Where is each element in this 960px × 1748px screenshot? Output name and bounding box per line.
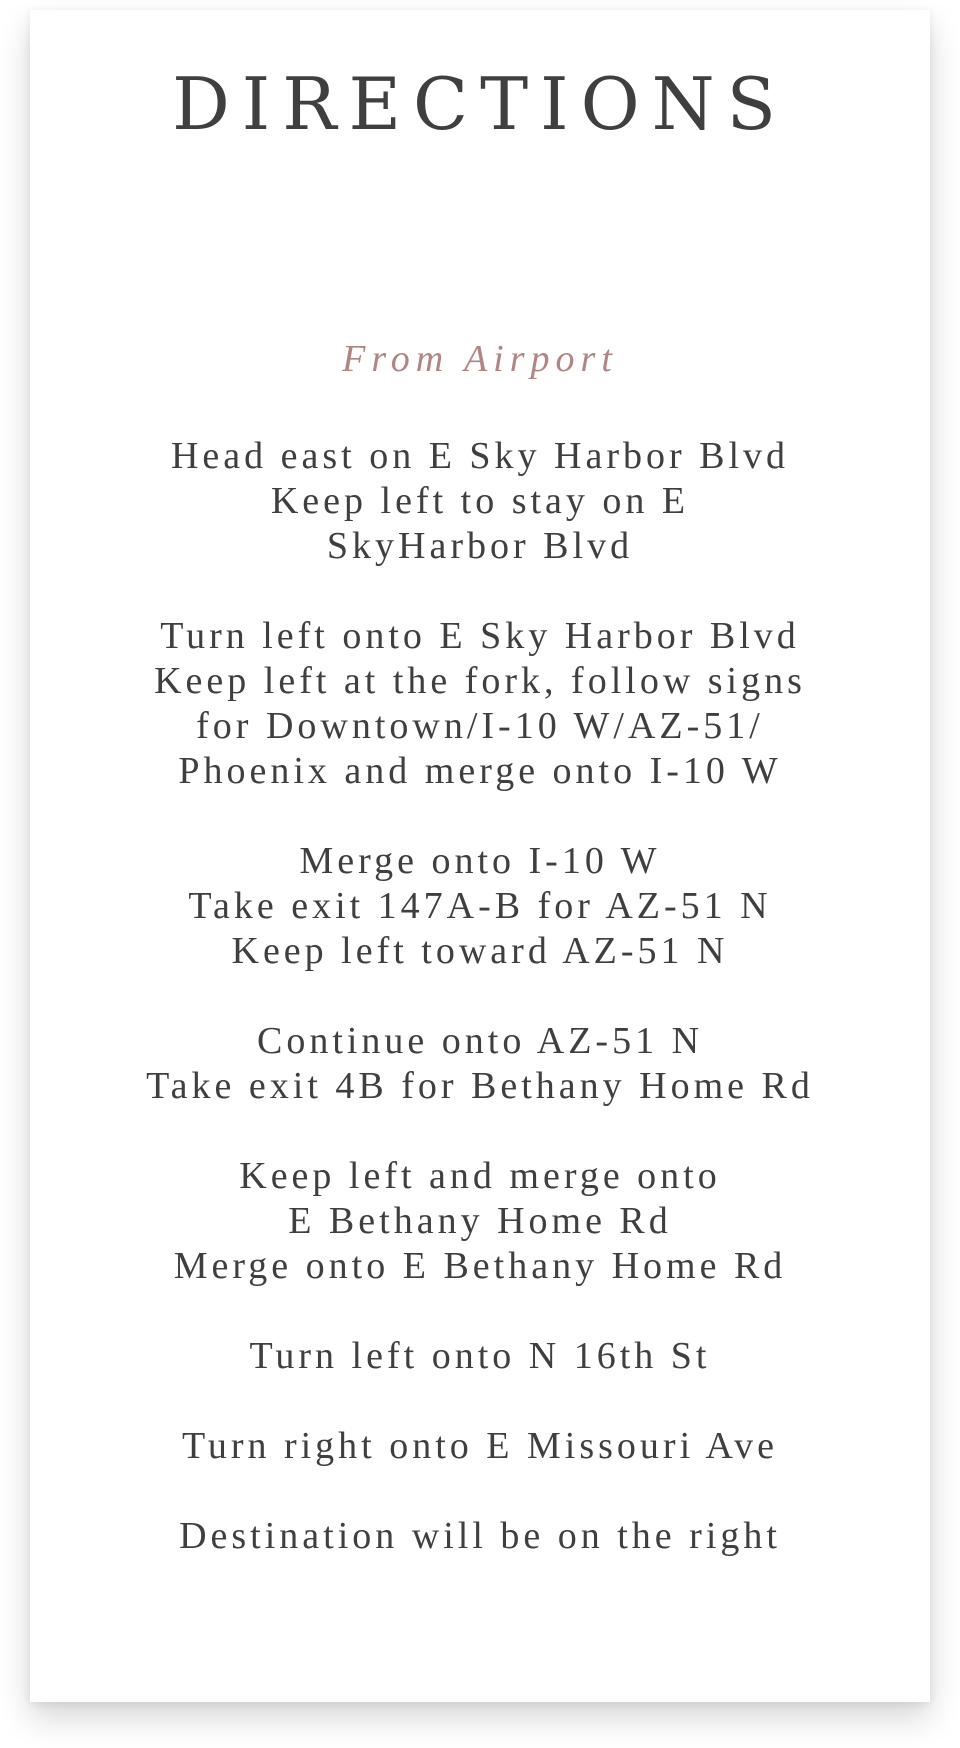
direction-line: Head east on E Sky Harbor Blvd [170,435,790,477]
directions-card [30,10,930,1702]
direction-group [30,614,930,794]
direction-line: Turn left onto N 16th St [249,1335,711,1377]
direction-line: Phoenix and merge onto I-10 W [178,750,782,792]
directions-list [30,434,930,1604]
direction-line: Keep left to stay on E [270,480,690,522]
section-subtitle: From Airport [342,338,618,380]
direction-line: Turn left onto E Sky Harbor Blvd [160,615,800,657]
direction-group [30,1334,930,1379]
direction-line: Keep left toward AZ-51 N [231,930,729,972]
direction-line: Merge onto E Bethany Home Rd [173,1245,787,1287]
direction-line: SkyHarbor Blvd [326,525,634,567]
direction-line: Destination will be on the right [179,1515,781,1557]
direction-line: Take exit 147A-B for AZ-51 N [188,885,772,927]
direction-line: Keep left and merge onto [239,1155,721,1197]
direction-group [30,1019,930,1109]
direction-group [30,1424,930,1469]
direction-line: Turn right onto E Missouri Ave [181,1425,779,1467]
direction-line: Continue onto AZ-51 N [256,1020,704,1062]
page-title: DIRECTIONS [172,62,788,146]
direction-line: for Downtown/I-10 W/AZ-51/ [196,705,764,747]
direction-group [30,434,930,569]
direction-line: Take exit 4B for Bethany Home Rd [146,1065,814,1107]
direction-group [30,839,930,974]
direction-group [30,1154,930,1289]
direction-line: E Bethany Home Rd [288,1200,672,1242]
direction-group [30,1514,930,1559]
direction-line: Merge onto I-10 W [299,840,661,882]
direction-line: Keep left at the fork, follow signs [154,660,806,702]
